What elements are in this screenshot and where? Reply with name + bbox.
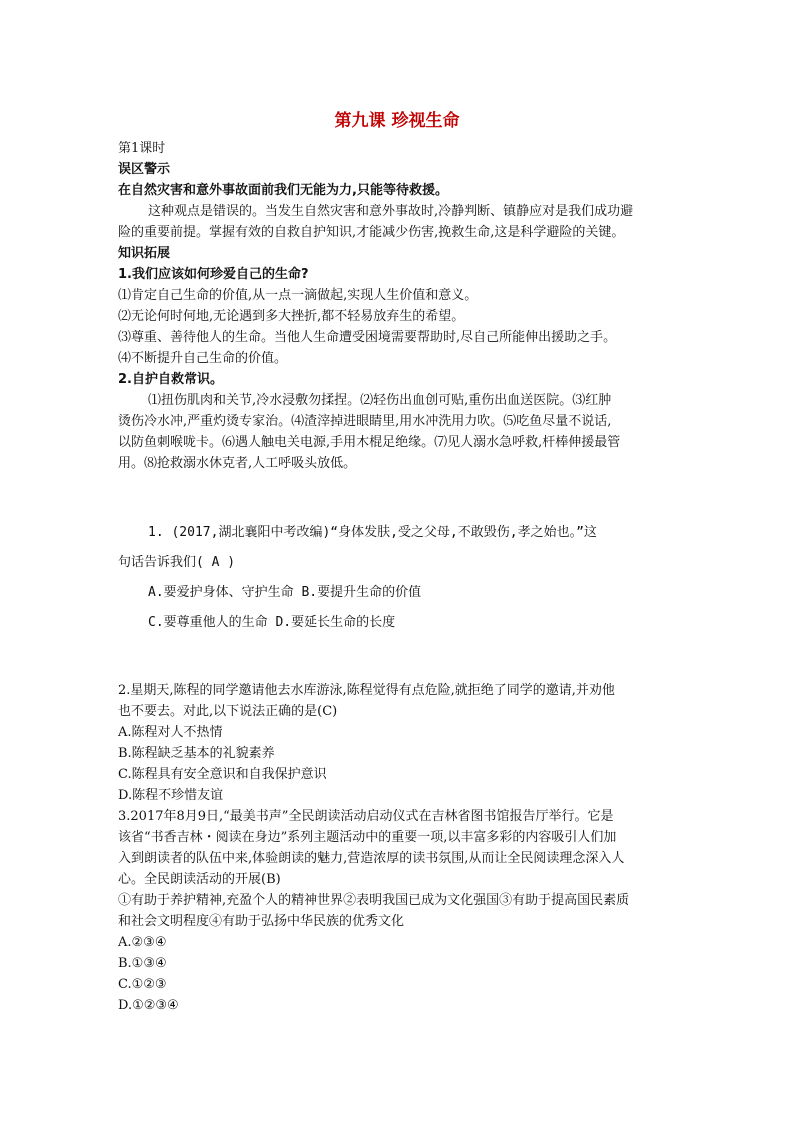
- q2-line: 以防鱼刺喉咙卡。⑹遇人触电关电源,手用木棍足绝缘。⑺见人溺水急呼救,杆棒伸援最管: [118, 435, 621, 450]
- q2-line: 烫伤冷水冲,严重灼烫专家治。⑷渣滓掉进眼睛里,用水冲洗用力吹。⑸吃鱼尽量不说话,: [118, 414, 612, 429]
- exam-question-1: [118, 518, 678, 638]
- q3-option: B.①③④: [118, 956, 167, 971]
- mistake-explanation-1: 这种观点是错误的。当发生自然灾害和意外事故时,冷静判断、镇静应对是我们成功避: [148, 204, 634, 219]
- lesson-section: [118, 138, 678, 474]
- exam1-stem-1: 1. (2017,湖北襄阳中考改编)“身体发肤,受之父母,不敢毁伤,孝之始也。”这: [148, 525, 597, 540]
- q2-option: D.陈程不珍惜友谊: [118, 788, 224, 803]
- q3-option: C.①②③: [118, 977, 167, 992]
- q3-stem: 和社会文明程度④有助于弘扬中华民族的优秀文化: [118, 914, 405, 929]
- q1-item: ⑵无论何时何地,无论遇到多大挫折,都不轻易放弃生的希望。: [118, 309, 465, 324]
- mistake-heading: 误区警示: [118, 162, 171, 177]
- q2-option: B.陈程缺乏基本的礼貌素养: [118, 746, 275, 761]
- q2-line: ⑴扭伤肌肉和关节,冷水浸敷勿揉捏。⑵轻伤出血创可贴,重伤出血送医院。⑶红肿: [148, 393, 612, 408]
- q2-stem-1: 2.星期天,陈程的同学邀请他去水库游泳,陈程觉得有点危险,就拒绝了同学的邀请,并劝他: [118, 683, 615, 698]
- q3-option: A.②③④: [118, 935, 167, 950]
- exam1-options-cd: C.要尊重他人的生命 D.要延长生命的长度: [148, 615, 396, 630]
- exam1-stem-2: 句话告诉我们( A ): [118, 555, 236, 570]
- q3-stem: 心。全民朗读活动的开展(B): [118, 872, 281, 887]
- q2-option: C.陈程具有安全意识和自我保护意识: [118, 767, 327, 782]
- q1-item: ⑷不断提升自己生命的价值。: [118, 351, 288, 366]
- mistake-claim: 在自然灾害和意外事故面前我们无能为力,只能等待救援。: [118, 183, 448, 198]
- q1-item: ⑴肯定自己生命的价值,从一点一滴做起,实现人生价值和意义。: [118, 288, 478, 303]
- knowledge-question-1: 1.我们应该如何珍爱自己的生命?: [118, 267, 309, 282]
- q2-stem-2: 也不要去。对此,以下说法正确的是(C): [118, 704, 338, 719]
- q2-option: A.陈程对人不热情: [118, 725, 223, 740]
- q3-stem: 入到朗读者的队伍中来,体验朗读的魅力,营造浓厚的读书氛围,从而让全民阅读理念深入人: [118, 851, 625, 866]
- question-3: [118, 806, 678, 1016]
- question-2: [118, 680, 678, 806]
- q3-stem: 该省“书香吉林・阅读在身边”系列主题活动中的重要一项,以丰富多彩的内容吸引人们加: [118, 830, 617, 845]
- mistake-explanation-2: 险的重要前提。掌握有效的自救自护知识,才能减少伤害,挽救生命,这是科学避险的关键。: [118, 225, 625, 240]
- page-title: 第九课 珍视生命: [334, 111, 460, 131]
- knowledge-question-2: 2.自护自救常识。: [118, 372, 223, 387]
- exam1-options-ab: A.要爱护身体、守护生命 B.要提升生命的价值: [148, 585, 422, 600]
- q1-item: ⑶尊重、善待他人的生命。当他人生命遭受困境需要帮助时,尽自己所能伸出援助之手。: [118, 330, 617, 345]
- q3-stem: ①有助于养护精神,充盈个人的精神世界②表明我国已成为文化强国③有助于提高国民素质: [118, 893, 630, 908]
- knowledge-heading: 知识拓展: [118, 246, 171, 261]
- q3-stem: 3.2017年8月9日,“最美书声”全民朗读活动启动仪式在吉林省图书馆报告厅举行。它是: [118, 809, 614, 824]
- q3-option: D.①②③④: [118, 998, 179, 1013]
- lesson-label: 第1课时: [118, 141, 166, 156]
- q2-line: 用。⑻抢救溺水休克者,人工呼吸头放低。: [118, 456, 357, 471]
